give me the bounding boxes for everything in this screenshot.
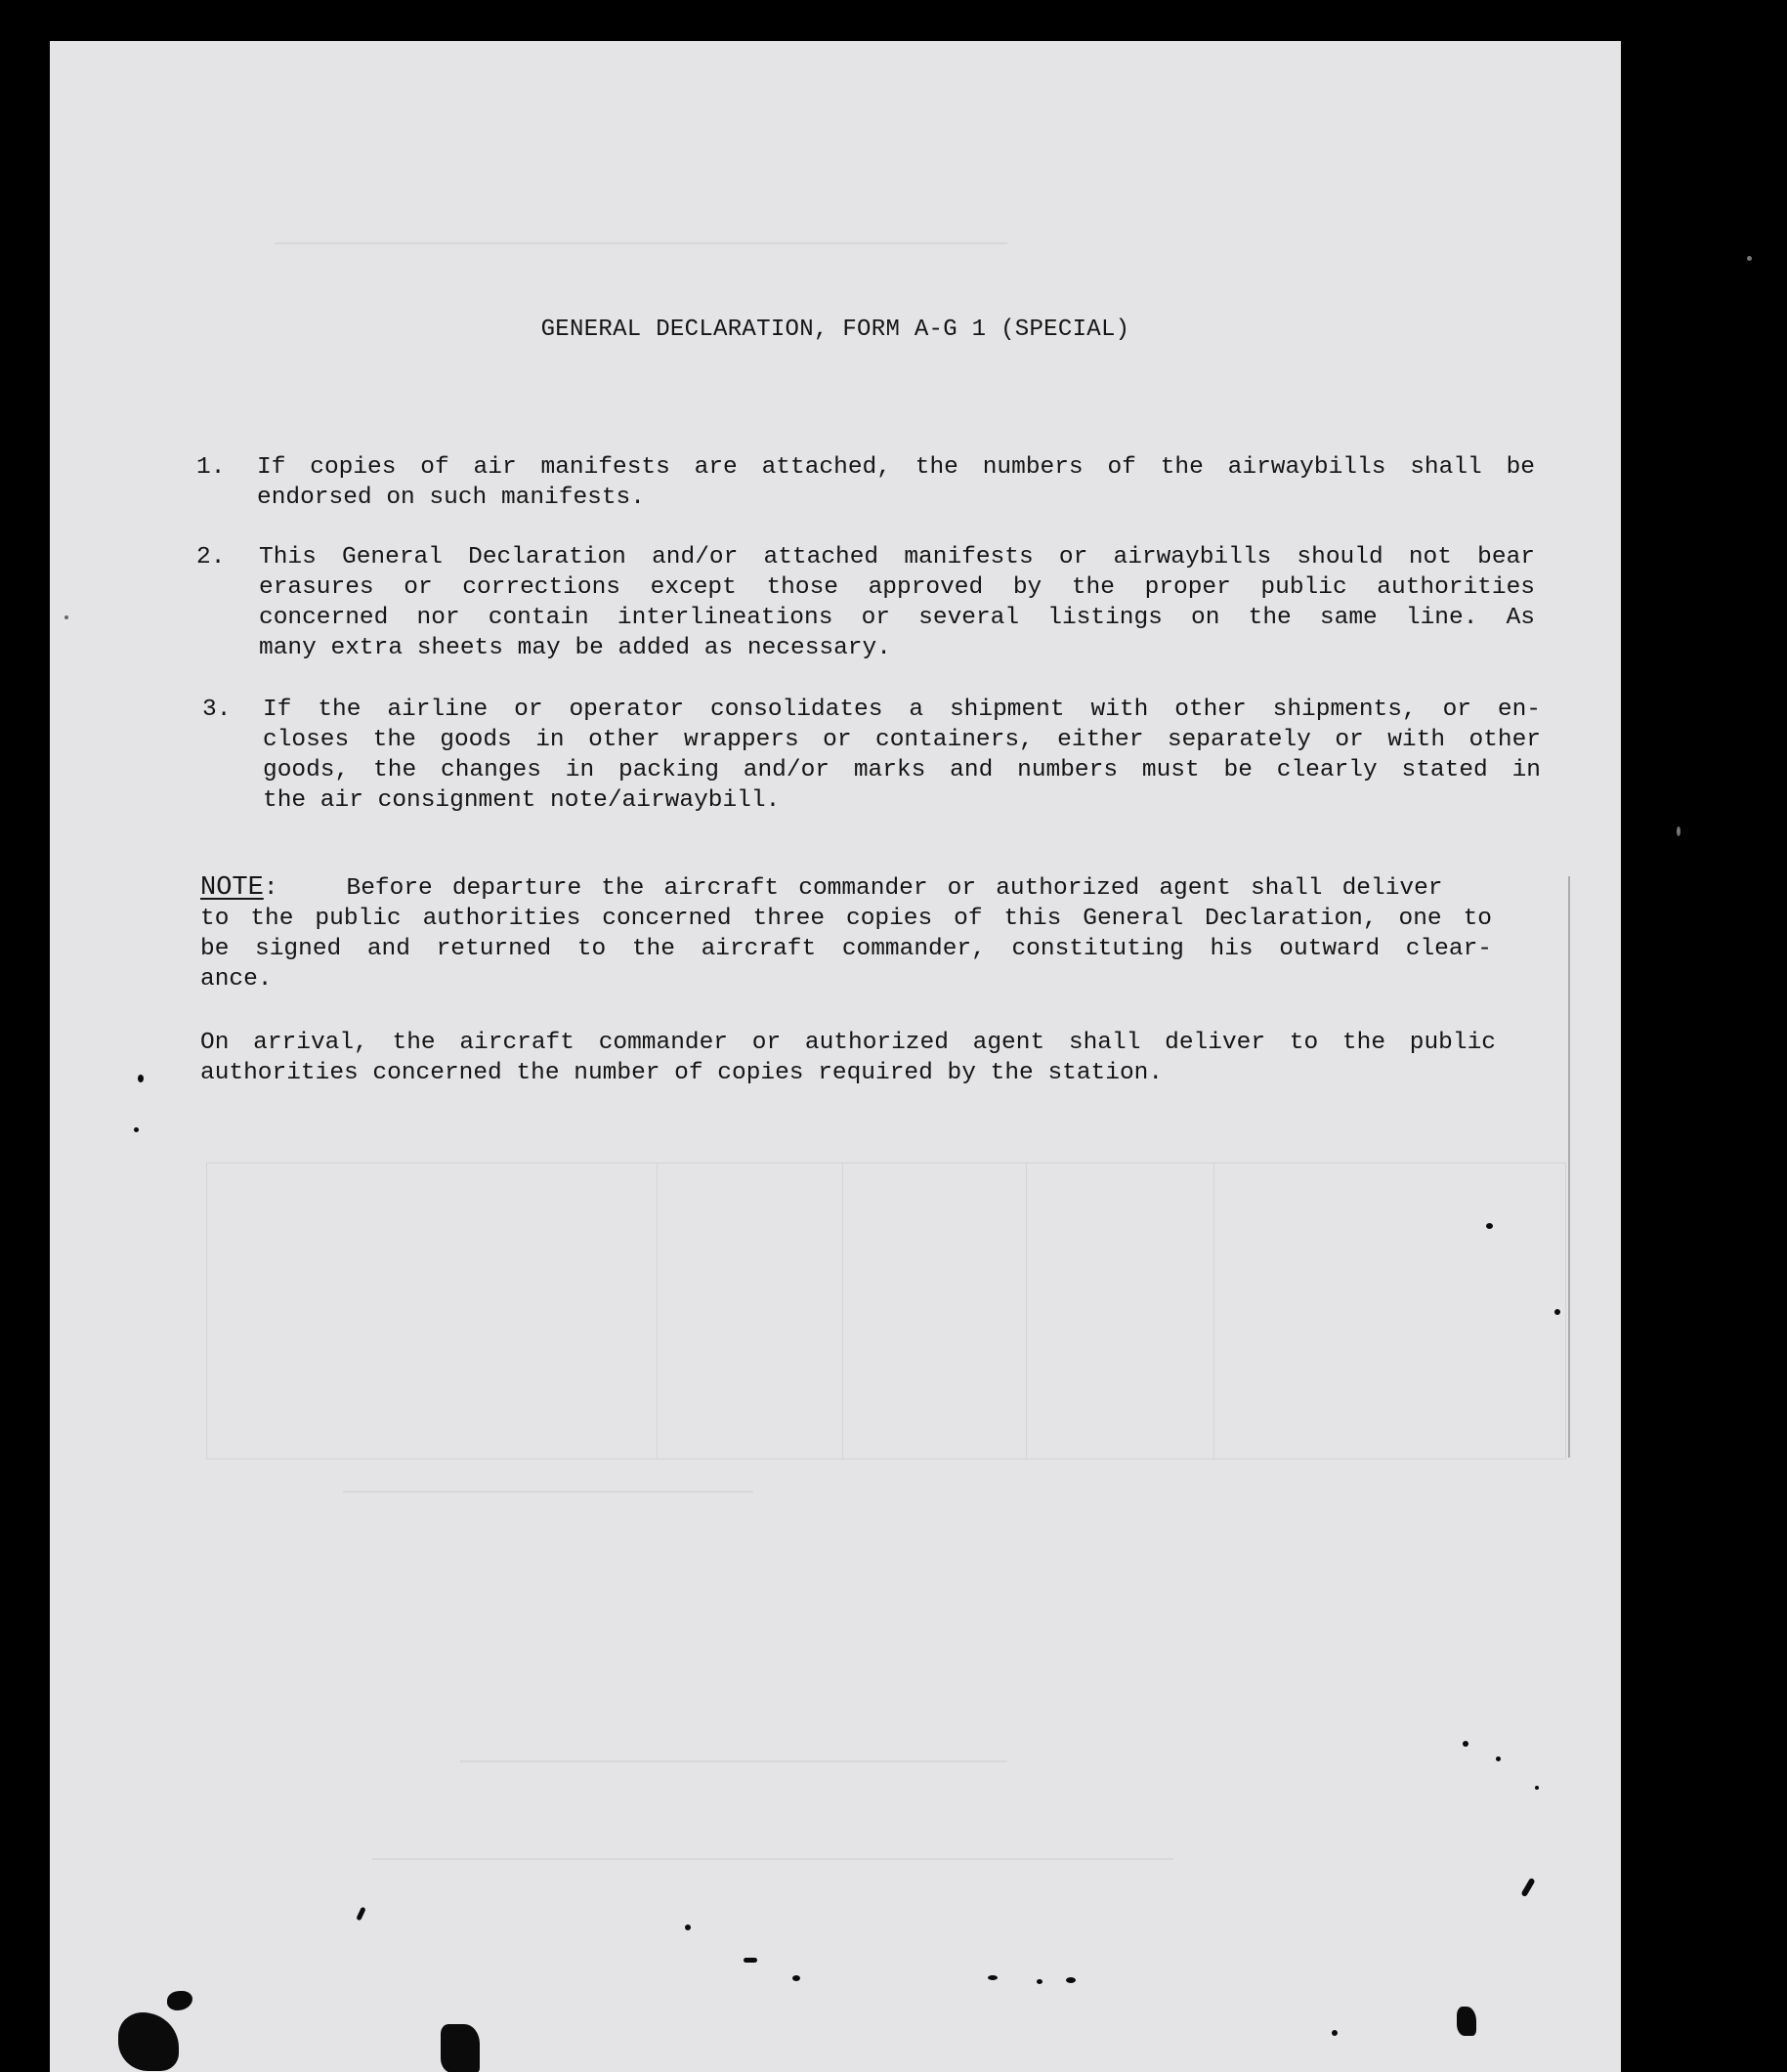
ink-speck bbox=[1037, 1979, 1042, 1984]
scan-speck bbox=[1747, 256, 1752, 261]
item-number: 1. bbox=[196, 454, 226, 481]
ink-speck bbox=[1486, 1223, 1493, 1229]
item-line: closes the goods in other wrappers or containers, either separately or with other bbox=[263, 727, 1541, 753]
note-text: Before departure the aircraft commander or authorized agent shall deliver bbox=[346, 875, 1443, 902]
item-line: endorsed on such manifests. bbox=[257, 485, 645, 511]
scan-speck bbox=[64, 615, 68, 619]
ink-speck bbox=[167, 1991, 192, 2010]
note-line: be signed and returned to the aircraft commander, constituting his outward clear- bbox=[200, 936, 1492, 962]
ink-speck bbox=[685, 1924, 691, 1930]
note-block bbox=[200, 873, 1492, 994]
ink-speck bbox=[118, 2012, 179, 2071]
show-through-line bbox=[460, 1760, 1007, 1762]
ink-speck bbox=[1520, 1878, 1535, 1897]
item-line: If the airline or operator consolidates a shipment with other shipments, or en- bbox=[263, 697, 1541, 723]
document-page bbox=[50, 41, 1621, 2072]
item-line: erasures or corrections except those approved by the proper public authorities bbox=[259, 574, 1535, 601]
ink-speck bbox=[1496, 1756, 1501, 1761]
item-line: many extra sheets may be added as necessary. bbox=[259, 635, 891, 661]
ink-speck bbox=[134, 1127, 139, 1132]
ink-speck bbox=[988, 1975, 998, 1980]
item-line: concerned nor contain interlineations or several listings on the same line. As bbox=[259, 605, 1535, 631]
margin-rule bbox=[1568, 876, 1570, 1458]
note-colon: : bbox=[263, 875, 278, 902]
ink-speck bbox=[138, 1075, 144, 1082]
ink-speck bbox=[1457, 2007, 1476, 2036]
item-line: This General Declaration and/or attached manifests or airwaybills should not bear bbox=[259, 544, 1535, 571]
item-number: 3. bbox=[202, 697, 232, 723]
ink-speck bbox=[356, 1907, 365, 1922]
arrival-line: On arrival, the aircraft commander or authorized agent shall deliver to the public bbox=[200, 1030, 1496, 1056]
ink-speck bbox=[1535, 1786, 1539, 1790]
show-through-line bbox=[343, 1491, 753, 1493]
ink-speck bbox=[1066, 1977, 1076, 1983]
note-line: to the public authorities concerned three copies of this General Declaration, one to bbox=[200, 906, 1492, 932]
item-line: the air consignment note/airwaybill. bbox=[263, 787, 781, 814]
arrival-line: authorities concerned the number of copies required by the station. bbox=[200, 1060, 1164, 1086]
item-line: goods, the changes in packing and/or marks and numbers must be clearly stated in bbox=[263, 757, 1541, 783]
note-first-line bbox=[200, 873, 1492, 904]
show-through-line bbox=[275, 242, 1007, 244]
ink-speck bbox=[1463, 1741, 1468, 1747]
page-title: GENERAL DECLARATION, FORM A-G 1 (SPECIAL) bbox=[540, 317, 1130, 343]
ink-speck bbox=[441, 2024, 480, 2072]
arrival-paragraph bbox=[200, 1028, 1496, 1088]
scan-speck bbox=[1677, 826, 1681, 836]
ink-speck bbox=[1332, 2030, 1338, 2036]
show-through-table bbox=[206, 1163, 1566, 1459]
show-through-line bbox=[372, 1858, 1173, 1860]
ink-speck bbox=[792, 1975, 800, 1981]
item-line: If copies of air manifests are attached, the numbers of the airwaybills shall be bbox=[257, 454, 1535, 481]
ink-speck bbox=[744, 1958, 757, 1963]
item-number: 2. bbox=[196, 544, 226, 571]
note-label: NOTE bbox=[200, 873, 264, 903]
ink-speck bbox=[1554, 1309, 1560, 1315]
note-line: ance. bbox=[200, 966, 273, 993]
